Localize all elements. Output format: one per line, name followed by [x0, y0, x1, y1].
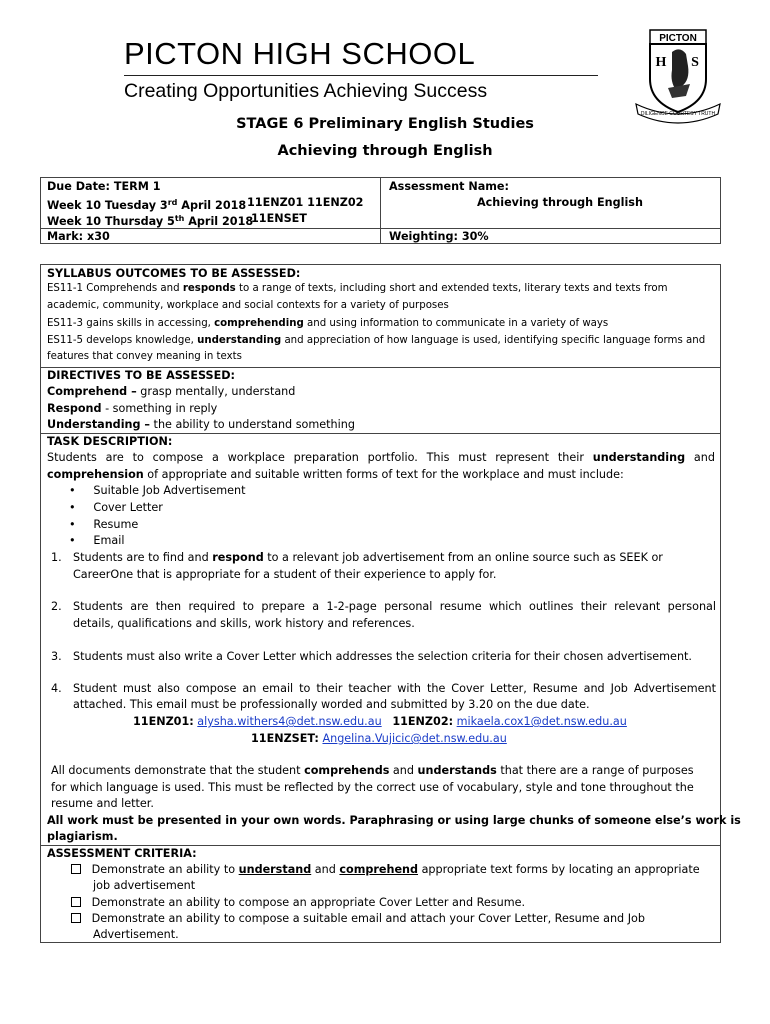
- task-heading: TASK DESCRIPTION:: [47, 435, 173, 448]
- crest-left-letter: H: [655, 55, 667, 70]
- criterion-3-cont: Advertisement.: [93, 928, 179, 941]
- classes-thursday: 11ENSET: [251, 212, 307, 225]
- step-2: Students are then required to prepare a 1-2-page personal resume which outlines their relevant personal: [73, 600, 716, 613]
- email-link-11enz01[interactable]: alysha.withers4@det.nsw.edu.au: [197, 715, 382, 728]
- email-link-11enzset[interactable]: Angelina.Vujicic@det.nsw.edu.au: [322, 732, 507, 745]
- step-1-number: 1.: [51, 551, 62, 564]
- page-header: [0, 0, 770, 117]
- assessment-name-label: Assessment Name:: [389, 180, 509, 193]
- teacher-emails-row1: 11ENZ01: alysha.withers4@det.nsw.edu.au 11ENZ02: mikaela.cox1@det.nsw.edu.au: [133, 715, 627, 728]
- task-intro-line1: Students are to compose a workplace preparation portfolio. This must represent their understanding and: [47, 451, 715, 464]
- plagiarism-warning-cont: plagiarism.: [47, 830, 118, 843]
- step-4: Student must also compose an email to their teacher with the Cover Letter, Resume and Job Advertisement: [73, 682, 716, 695]
- criterion-3: Demonstrate an ability to compose a suitable email and attach your Cover Letter, Resume and Job: [71, 911, 645, 928]
- directives-heading: DIRECTIVES TO BE ASSESSED:: [47, 369, 235, 382]
- criterion-2: Demonstrate an ability to compose an appropriate Cover Letter and Resume.: [71, 895, 525, 912]
- step-4-cont: attached. This email must be professionally worded and submitted by 3.20 on the due date.: [73, 698, 590, 711]
- outcome-es11-1-cont: academic, community, workplace and social contexts for a variety of purposes: [47, 300, 449, 311]
- school-name: PICTON HIGH SCHOOL: [124, 36, 476, 71]
- school-motto: Creating Opportunities Achieving Success: [124, 80, 488, 102]
- outcome-es11-1: ES11-1 Comprehends and responds to a range of texts, including short and extended texts, literary texts and texts from: [47, 283, 668, 294]
- criterion-1: Demonstrate an ability to understand and comprehend appropriate text forms by locating an appropriate: [71, 862, 700, 879]
- assessment-name: Achieving through English: [477, 196, 643, 209]
- task-intro-line2: comprehension of appropriate and suitable written forms of text for the workplace and must include:: [47, 468, 624, 481]
- weighting: Weighting: 30%: [389, 230, 489, 243]
- assessment-details-table: [40, 264, 741, 943]
- plagiarism-warning: All work must be presented in your own words. Paraphrasing or using large chunks of someone else’s work is: [47, 814, 741, 827]
- step-1: Students are to find and respond to a relevant job advertisement from an online source such as SEEK or: [73, 551, 663, 564]
- directive-respond: Respond - something in reply: [47, 402, 218, 415]
- directive-comprehend: Comprehend – grasp mentally, understand: [47, 385, 296, 398]
- crest-top-text: PICTON: [659, 33, 697, 44]
- teacher-emails-row2: 11ENZSET: Angelina.Vujicic@det.nsw.edu.au: [251, 732, 507, 745]
- outcome-es11-3: ES11-3 gains skills in accessing, comprehending and using information to communicate in a variety of ways: [47, 318, 609, 329]
- checkbox-icon: [71, 864, 81, 874]
- step-3-number: 3.: [51, 650, 62, 663]
- document-title: STAGE 6 Preliminary English Studies: [236, 116, 534, 132]
- step-3: Students must also write a Cover Letter which addresses the selection criteria for their chosen advertisement.: [73, 650, 692, 663]
- document-subtitle: Achieving through English: [277, 143, 493, 159]
- directive-understanding: Understanding – the ability to understand something: [47, 418, 355, 431]
- checkbox-icon: [71, 897, 81, 907]
- step-2-cont: details, qualifications and skills, work history and references.: [73, 617, 415, 630]
- all-documents-line3: resume and letter.: [51, 797, 154, 810]
- due-date: Due Date: TERM 1: [47, 180, 161, 193]
- assessment-info-table: [40, 177, 721, 244]
- list-item: • Suitable Job Advertisement: [69, 484, 246, 497]
- list-item: • Email: [69, 534, 125, 547]
- outcome-es11-5-cont: features that convey meaning in texts: [47, 351, 242, 362]
- step-2-number: 2.: [51, 600, 62, 613]
- email-link-11enz02[interactable]: mikaela.cox1@det.nsw.edu.au: [456, 715, 627, 728]
- outcome-es11-5: ES11-5 develops knowledge, understanding and appreciation of how language is used, identifying specific language forms and: [47, 335, 706, 346]
- all-documents-line2: for which language is used. This must be reflected by the correct use of vocabulary, style and tone throughout the: [51, 781, 694, 794]
- checkbox-icon: [71, 913, 81, 923]
- step-4-number: 4.: [51, 682, 62, 695]
- syllabus-heading: SYLLABUS OUTCOMES TO BE ASSESSED:: [47, 267, 301, 280]
- step-1-cont: CareerOne that is appropriate for a student of their experience to apply for.: [73, 568, 497, 581]
- due-date-tuesday: Week 10 Tuesday 3rd April 2018 11ENZ01 11ENZ02: [47, 196, 364, 212]
- mark-total: Mark: x30: [47, 230, 110, 243]
- due-date-thursday: Week 10 Thursday 5th April 2018 11ENSET: [47, 212, 307, 228]
- all-documents-line1: All documents demonstrate that the student comprehends and understands that there are a range of purposes: [51, 764, 694, 777]
- list-item: • Cover Letter: [69, 501, 163, 514]
- crest-ribbon-text: DILIGENCE COURTESY TRUTH: [640, 111, 716, 117]
- header-rule: [124, 75, 598, 76]
- criterion-1-cont: job advertisement: [93, 879, 196, 892]
- school-crest-icon: [628, 24, 728, 124]
- crest-right-letter: S: [691, 55, 699, 70]
- list-item: • Resume: [69, 518, 139, 531]
- classes-tuesday: 11ENZ01 11ENZ02: [247, 196, 364, 209]
- criteria-heading: ASSESSMENT CRITERIA:: [47, 847, 197, 860]
